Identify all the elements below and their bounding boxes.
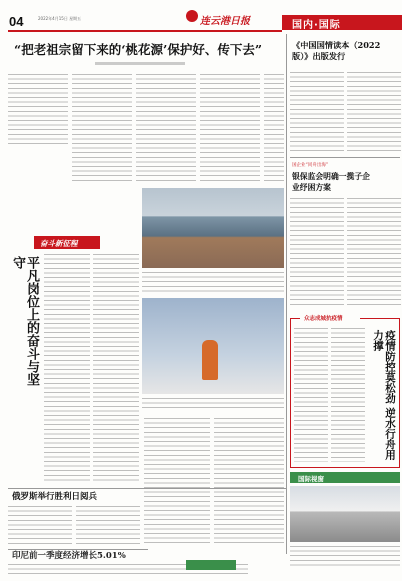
credit-headline: 银保监会明确一揽子企业纾困方案 (292, 172, 370, 192)
epidemic-body-col-1 (294, 328, 328, 462)
bottom-banner-label: 国际视窗 (298, 474, 324, 483)
date-line: 2022年4月15日 星期五 (38, 16, 82, 21)
feature-vertical-headline: 平凡岗位上的奋斗与坚守 (10, 256, 39, 386)
page-number: 04 (9, 14, 24, 29)
book-body-col-1 (290, 72, 344, 152)
lead-headline: “把老祖宗留下来的‘桃花源’保护好、传下去” (14, 42, 263, 57)
lead-body-col-3 (136, 74, 196, 182)
book-headline: 《中国国情读本（2022版）》出版发行 (292, 40, 381, 61)
lead-body-col-2 (72, 74, 132, 182)
bottom-banner (290, 472, 400, 483)
russia-headline: 俄罗斯举行胜利日阅兵 (12, 492, 98, 502)
russia-body-col-4 (214, 418, 284, 546)
credit-kicker: 国企业“同舟出海” (292, 163, 329, 168)
masthead (0, 0, 402, 36)
photo-caption-2 (142, 398, 284, 412)
bus-caption (290, 546, 400, 566)
feature-banner-label: 奋斗新征程 (40, 238, 78, 248)
epidemic-label-bar (300, 314, 360, 322)
section-label: 国内·国际 (292, 20, 341, 31)
port-photo (142, 188, 284, 268)
indonesia-rule (8, 549, 148, 550)
lead-byline (95, 62, 185, 65)
lead-body-col-5 (264, 74, 284, 182)
book-body-col-2 (347, 72, 401, 152)
feature-body-col-2 (93, 254, 139, 484)
lead-body-col-4 (200, 74, 260, 182)
russia-body-col-3 (144, 418, 210, 546)
bus-photo (290, 486, 400, 542)
epidemic-vertical-headline: 疫情防控莫松劲 逆水行舟用力撑 (372, 330, 396, 460)
russia-body-col-2 (76, 506, 140, 546)
column-divider (286, 34, 287, 554)
newspaper-name: 连云港日报 (200, 16, 250, 27)
epidemic-label: 众志成城抗疫情 (304, 316, 343, 322)
green-banner-small (186, 560, 236, 570)
feature-banner (34, 236, 100, 249)
masthead-rule (8, 30, 282, 32)
photo-caption-1 (142, 272, 284, 294)
epidemic-body-col-2 (331, 328, 365, 462)
indonesia-headline: 印尼前一季度经济增长5.01% (12, 551, 126, 561)
russia-body-col-1 (8, 506, 72, 546)
credit-rule (290, 157, 400, 158)
feature-body-col-1 (44, 254, 90, 484)
volunteer-figure (202, 340, 218, 380)
credit-body-col-2 (347, 198, 401, 308)
section-banner (282, 15, 402, 30)
emblem-icon (186, 10, 198, 22)
credit-body-col-1 (290, 198, 344, 308)
lead-body-col-1 (8, 74, 68, 144)
